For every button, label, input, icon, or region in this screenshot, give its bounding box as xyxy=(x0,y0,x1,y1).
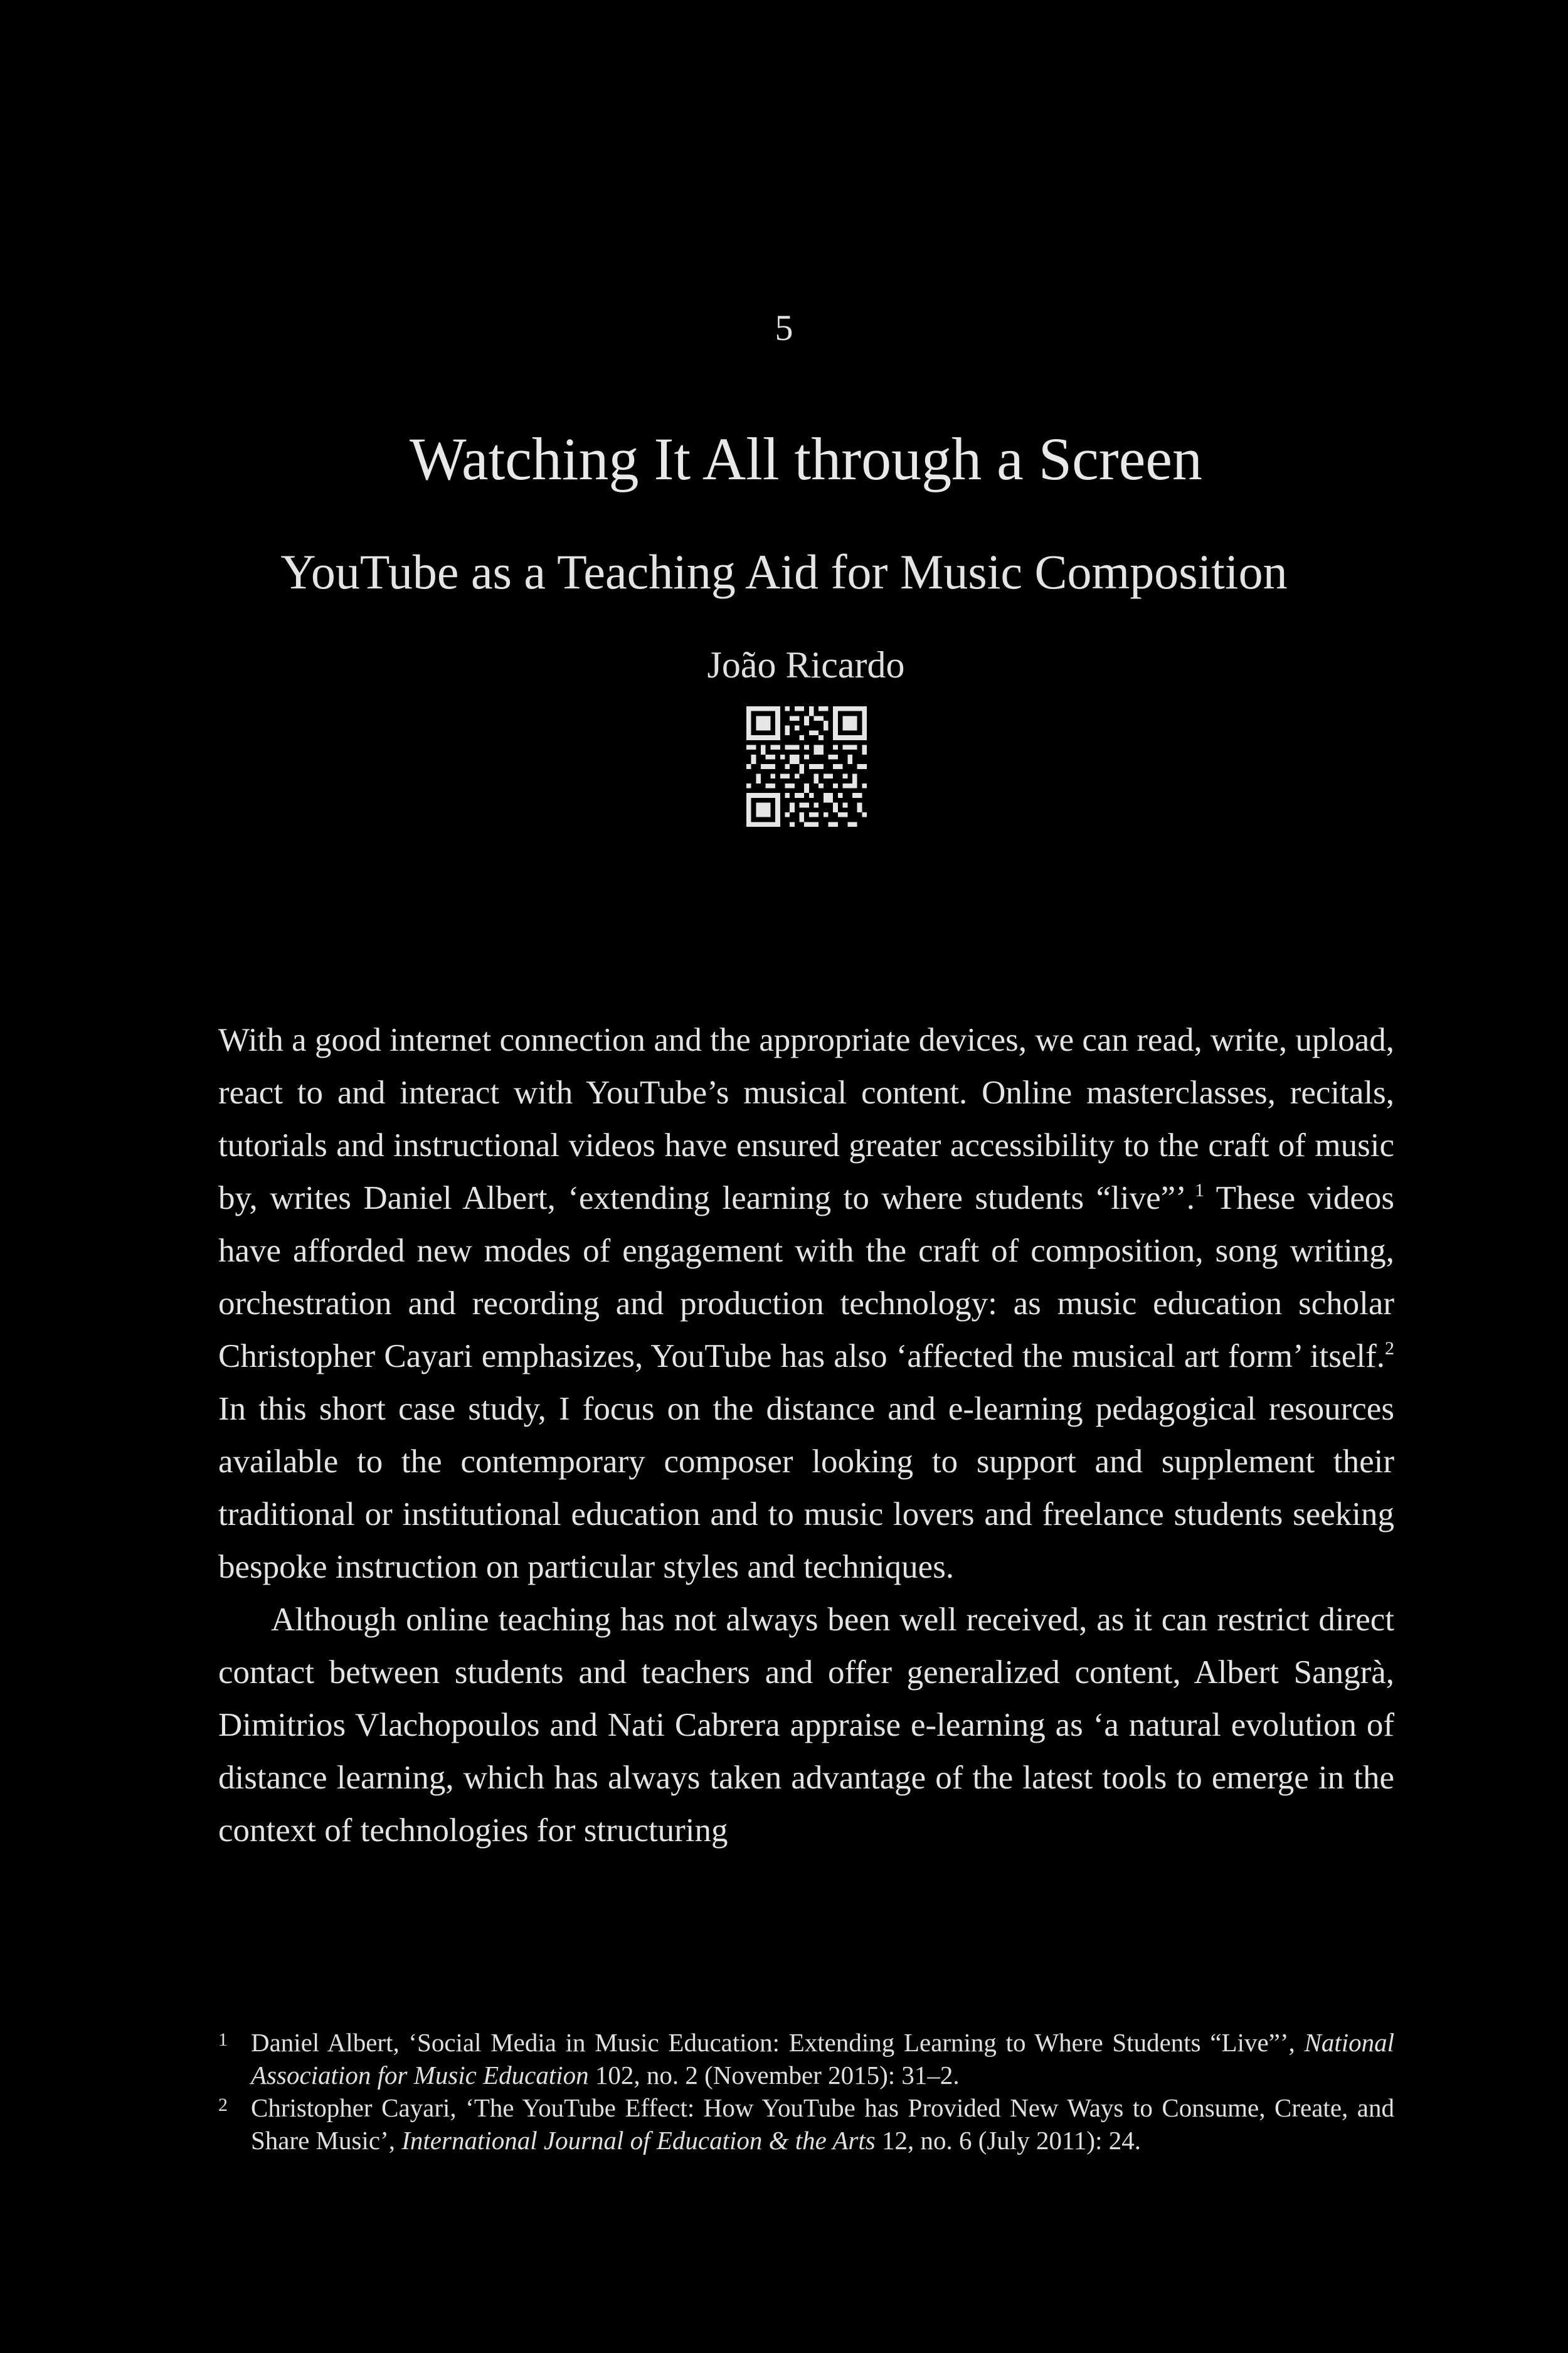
footnote-2-details: 12, no. 6 (July 2011): 24. xyxy=(875,2126,1141,2155)
paragraph-1 xyxy=(218,1014,1394,1593)
footnote-1-journal: National Association for Music Education xyxy=(251,2028,1394,2090)
paragraph-1-part-a: With a good internet connection and the appropriate devices, we can read, write, upload, react to and interact with YouTube’s musical content. Online masterclasses, recitals, tutorials and instructional videos have ensured greater accessibility to the craft of music by, writes Daniel Albert, ‘extending learning to where students “live”’. xyxy=(218,1022,1394,1216)
footnote-ref-1[interactable]: 1 xyxy=(1195,1180,1205,1201)
footnote-1-mark: 1 xyxy=(218,2029,228,2050)
paragraph-2: Although online teaching has not always been well received, as it can restrict direct contact between students and teachers and offer generalized content, Albert Sangrà, Dimitrios Vlachopoulos and Nati Cabrera appraise e-learning as ‘a natural evolution of distance learning, which has always taken advantage of the latest tools to emerge in the context of technologies for structuring xyxy=(218,1601,1394,1849)
paragraph-1-part-c: In this short case study, I focus on the distance and e-learning pedagogical resources available to the contemporary composer looking to support and supplement their traditional or institutional education and to music lovers and freelance students seeking bespoke instruction on particular styles and techniques. xyxy=(218,1391,1394,1585)
author-name: João Ricardo xyxy=(707,644,905,686)
chapter-subtitle: YouTube as a Teaching Aid for Music Composition xyxy=(280,544,1288,599)
footnote-2-text: Christopher Cayari, ‘The YouTube Effect: How YouTube has Provided New Ways to Consume, Create, and Share Music’, xyxy=(251,2093,1394,2155)
footnotes xyxy=(218,2026,1394,2157)
footnote-1-text: Daniel Albert, ‘Social Media in Music Education: Extending Learning to Where Students “Live”’, xyxy=(251,2028,1305,2057)
chapter-number: 5 xyxy=(775,307,793,348)
footnote-2-mark: 2 xyxy=(218,2095,228,2115)
chapter-title: Watching It All through a Screen xyxy=(410,425,1202,492)
footnote-2-journal: International Journal of Education & the Arts xyxy=(401,2126,876,2155)
footnote-1 xyxy=(218,2026,1394,2091)
footnote-1-details: 102, no. 2 (November 2015): 31–2. xyxy=(588,2061,960,2090)
footnote-2 xyxy=(218,2091,1394,2157)
paragraph-1-part-b: These videos have afforded new modes of engagement with the craft of composition, song writing, orchestration and recording and production technology: as music education scholar Christopher Cayari emphasizes, YouTube has also ‘affected the musical art form’ itself. xyxy=(218,1180,1395,1374)
footnote-ref-2[interactable]: 2 xyxy=(1385,1338,1394,1359)
qr-code-icon[interactable] xyxy=(746,706,867,827)
body-text xyxy=(218,1014,1394,1857)
